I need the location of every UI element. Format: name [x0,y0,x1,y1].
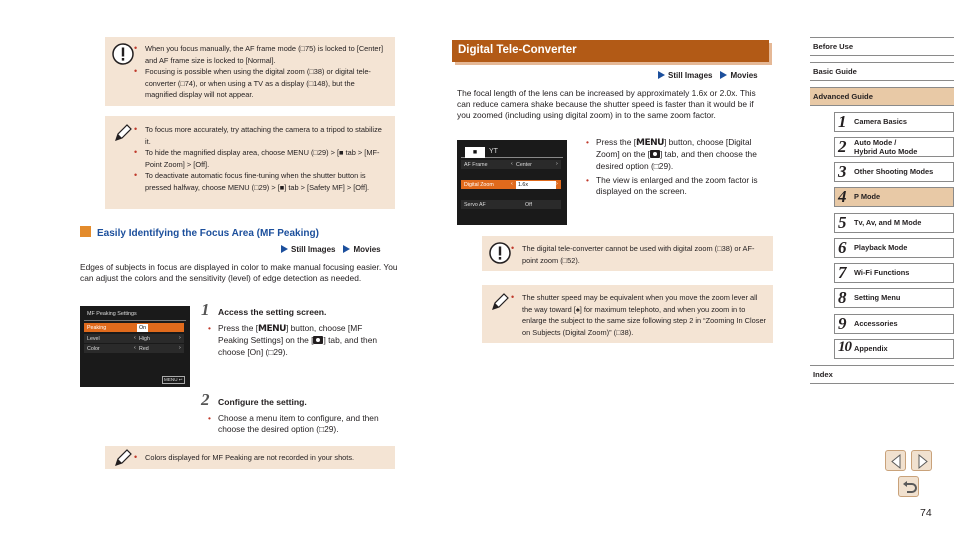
camera-tab-icon [313,336,323,344]
screen-tab-bar [461,146,563,158]
section-title-text: Digital Tele-Converter [458,44,577,56]
caution-icon [488,241,512,265]
row-label: Color [87,345,100,352]
chapter-setting-menu[interactable]: 8 Setting Menu [834,288,954,308]
sidebar-index[interactable]: Index [810,365,954,384]
tip-item: • The shutter speed may be equivalent when you move the zoom lever all the way toward [♠] for maximum telephoto, and when you zoom in to enlarge the subject to the same size following step 2 in “Zooming In Closer on Subjects (Digital Zoom)” (□38). [511,292,767,338]
tip-note [105,116,395,209]
chapter-playback-mode[interactable]: 6 Playback Mode [834,238,954,258]
row-arrow-right: › [556,181,558,187]
chapter-wifi-functions[interactable]: 7 Wi-Fi Functions [834,263,954,283]
chapter-accessories[interactable]: 9 Accessories [834,314,954,334]
screen-row [461,200,561,209]
row-arrow-right: › [179,345,181,351]
shooting-modes [281,245,381,254]
row-arrow-left: ‹ [511,161,513,167]
step-text: ). [282,346,288,357]
bottom-tip-note [105,446,395,469]
intro-paragraph: Edges of subjects in focus are displayed in color to make manual focusing easier. You can adjust the colors and the sensitivity (level) of edge detection as needed. [80,262,398,283]
row-label: Digital Zoom [464,181,494,188]
shooting-modes [658,71,758,80]
row-arrow-right: › [556,161,558,167]
screen-row [84,344,184,353]
section-marker-icon [80,226,91,237]
menu-key: MENU [258,324,286,334]
tip-item: • To deactivate automatic focus fine-tuning when the shutter button is pressed halfway, choose MENU (□29) > [■] tab > [Safety MF] > [Off]. [134,170,386,193]
row-arrow-left: ‹ [511,181,513,187]
return-icon [899,477,920,498]
screen-row-selected [461,180,561,189]
sidebar-advanced-guide[interactable]: Advanced Guide [810,87,954,106]
pencil-icon [111,121,135,145]
chapter-tv-av-m-mode[interactable]: 5 Tv, Av, and M Mode [834,213,954,233]
screen-row [461,160,561,169]
row-value: High [139,335,150,342]
instruction-text: ] tab, and then choose the desired option (□29). [596,149,757,171]
step-number: 2 [201,390,210,409]
row-label: AF Frame [464,161,488,168]
instruction-text: Press the [ [596,137,637,147]
play-triangle-icon [720,71,727,79]
row-arrow-left: ‹ [134,345,136,351]
step-text: Press the [ [218,323,259,333]
row-value-on: On [139,324,147,331]
settings-tab-icon: YT [489,148,498,155]
return-button[interactable] [898,476,919,497]
chapter-camera-basics[interactable]: 1 Camera Basics [834,112,954,132]
next-page-button[interactable] [911,450,932,471]
section-title-text: Easily Identifying the Focus Area (MF Peaking) [97,228,319,239]
menu-key: MENU [636,138,664,148]
mode-movies: Movies [730,71,758,80]
row-value-off: Off [149,324,156,331]
step-instruction: • Choose a menu item to configure, and then choose the desired option (□29). [208,413,390,436]
instruction-text: ] button, choose [Digital Zoom] on the [ [596,137,752,160]
row-value: 1.6x [516,181,556,189]
step-number: 1 [201,300,210,319]
tip-note [482,285,773,343]
row-arrow-left: ‹ [134,335,136,341]
mf-peaking-screen [80,306,190,387]
screen-divider [84,320,186,321]
page-number: 74 [920,507,932,519]
play-triangle-icon [343,245,350,253]
instruction-bullet: • The view is enlarged and the zoom factor is displayed on the screen. [586,175,772,198]
digital-zoom-screen [457,140,567,225]
row-value: Red [139,345,149,352]
screen-row [84,334,184,343]
caution-item: • Focusing is possible when using the digital zoom (□38) or digital tele-converter (□74), or when using a TV as a display (□148), but the magnified display will not appear. [134,66,386,101]
section-title-mf-peaking [80,226,319,239]
prev-page-button[interactable] [885,450,906,471]
screen-row [84,323,184,332]
mode-movies: Movies [353,245,381,254]
camera-tab-icon [650,150,660,158]
step-text: ] button, choose [MF Peaking Settings] on the [ [218,323,363,346]
chapter-other-shooting-modes[interactable]: 3 Other Shooting Modes [834,162,954,182]
step-title: Access the setting screen. [218,307,327,317]
row-label: Peaking [87,324,107,331]
step-title: Configure the setting. [218,397,307,407]
sidebar-before-use[interactable]: Before Use [810,37,954,56]
arrow-left-icon [886,451,907,472]
menu-back-badge: MENU ↩ [164,377,183,382]
pencil-icon [111,446,135,470]
page-ref[interactable]: □29 [268,346,283,357]
mode-still-images: Still Images [291,245,336,254]
chapter-auto-mode[interactable]: 2 Auto Mode / Hybrid Auto Mode [834,137,954,157]
step-instruction [208,323,390,358]
chapter-p-mode[interactable]: 4 P Mode [834,187,954,207]
pencil-icon [488,290,512,314]
telephoto-icon: ♠ [575,304,580,314]
screen-title: MF Peaking Settings [87,311,137,317]
chapter-appendix[interactable]: 10 Appendix [834,339,954,359]
tip-item: • Colors displayed for MF Peaking are not recorded in your shots. [134,452,389,464]
caution-item: • The digital tele-converter cannot be used with digital zoom (□38) or AF-point zoom (□52). [511,243,761,266]
tip-item: • To focus more accurately, try attaching the camera to a tripod to stabilize it. [134,124,386,147]
row-value: Center [516,161,532,168]
camera-tab-icon: ■ [465,147,485,158]
section-title-bar [452,40,769,62]
row-arrow-right: › [179,335,181,341]
play-triangle-icon [281,245,288,253]
mode-still-images: Still Images [668,71,713,80]
instruction-bullet [586,137,772,172]
caution-note [482,236,773,271]
row-label: Servo AF [464,201,486,208]
row-value: Off [525,201,532,208]
caution-item: • When you focus manually, the AF frame mode (□75) is locked to [Center] and AF frame size is locked to [Normal]. [134,43,386,66]
play-triangle-icon [658,71,665,79]
sidebar-basic-guide[interactable]: Basic Guide [810,62,954,81]
caution-icon [111,42,135,66]
arrow-right-icon [912,451,933,472]
caution-note [105,37,395,106]
intro-paragraph: The focal length of the lens can be increased by approximately 1.6x or 2.0x. This can reduce camera shake because the shutter speed is faster than it would be if you zoomed (including using digital zoom) in to the same zoom factor. [457,88,756,120]
step-text: ] tab, and then choose [On] ( [218,335,378,357]
tip-item: • To hide the magnified display area, choose MENU (□29) > [■ tab > [MF-Point Zoom] > [Off]. [134,147,386,170]
row-label: Level [87,335,100,342]
